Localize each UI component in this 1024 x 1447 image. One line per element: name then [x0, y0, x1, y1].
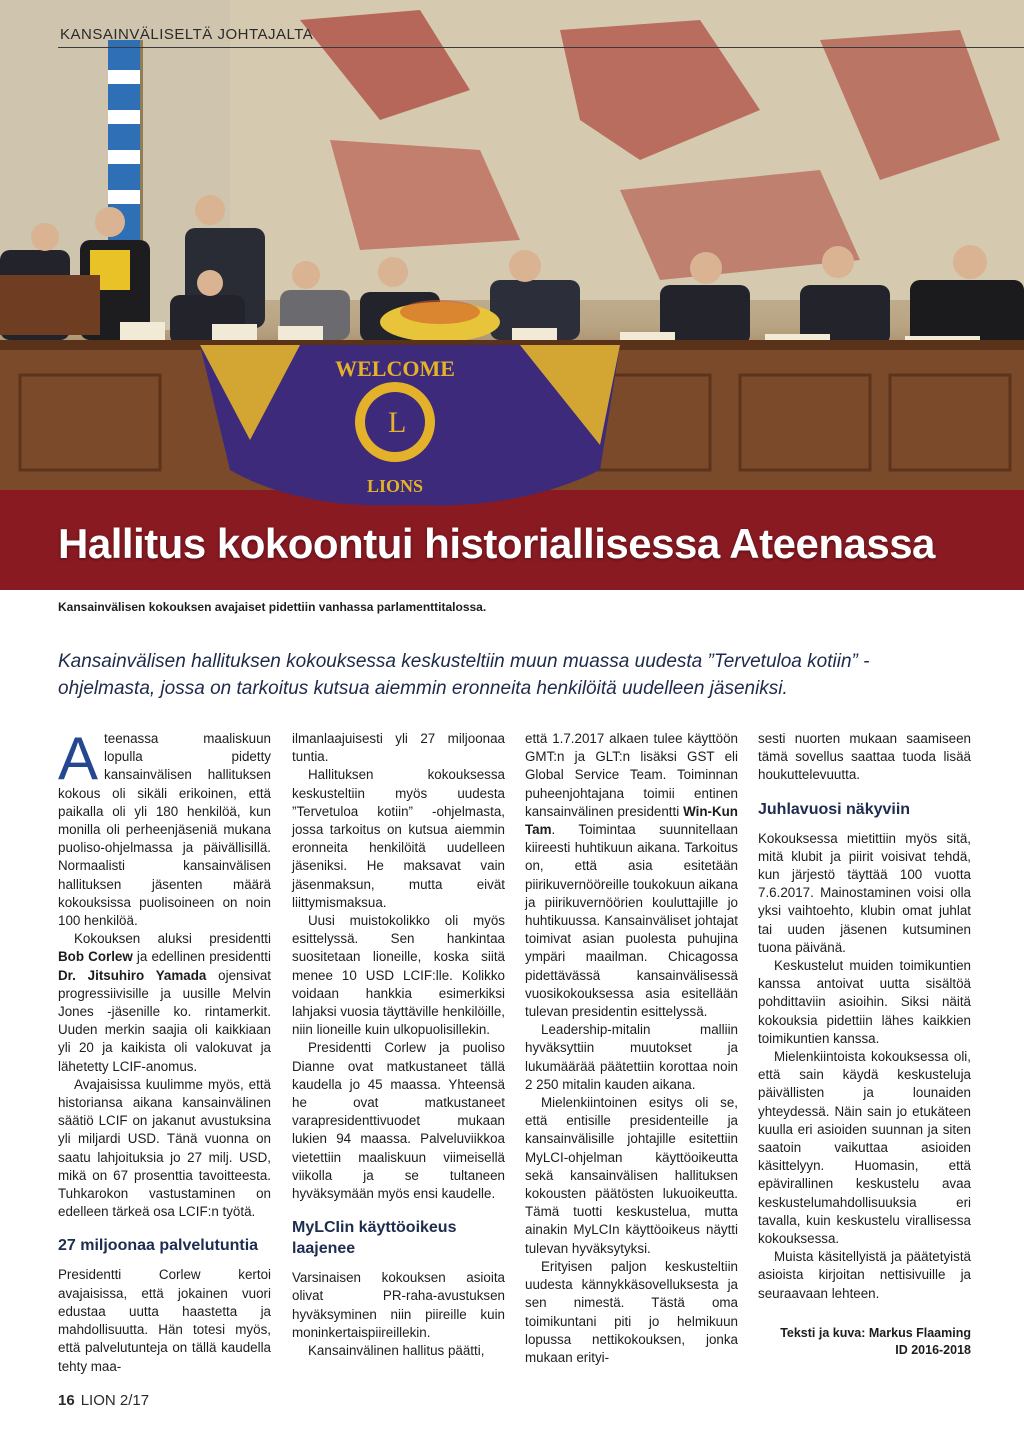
person-name: Dr. Jitsuhiro Yamada: [58, 967, 207, 983]
author-credit: Teksti ja kuva: Markus Flaaming ID 2016-2018: [780, 1325, 971, 1357]
subheading: Juhlavuosi näkyviin: [758, 800, 911, 818]
paragraph: Keskustelut muiden toimikuntien kanssa antoivat uutta sisältöä pohdittaviin asioihin. Siksi näitä kokouksia pidettiin lähes kaikkien toimikuntien kanssa.: [758, 958, 971, 1046]
subheading: 27 miljoonaa palvelutuntia: [58, 1237, 259, 1255]
person-name: Bob Corlew: [58, 949, 133, 965]
banner-lions-text: LIONS: [366, 476, 424, 496]
article-column-2: [292, 730, 505, 1360]
paragraph: Kansainvälinen hallitus päätti,: [308, 1343, 485, 1359]
subheading: MyLCIin käyttöoikeus laajenee: [292, 1219, 457, 1258]
paragraph: Avajaisissa kuulimme myös, että historiansa aikana kansainvälinen säätiö LCIF on jakanut avustuksina yli miljardi USD. Tänä vuonna on saatu lahjoituksia jo 27 milj. USD, mikä on 67 prosenttia tavoitteesta. Tuhkarokon vastustaminen on edelleen tärkeä osa LCIF:n työtä.: [58, 1076, 271, 1220]
article-column-1: [58, 725, 271, 1376]
lead-paragraph: Kansainvälisen hallituksen kokouksessa keskusteltiin muun muassa uudesta ”Tervetuloa kotiin” -ohjelmasta, jossa on tarkoitus kutsua aiemmin eronneita henkilöitä uudelleen jäseniksi.: [58, 651, 870, 699]
paragraph: Kokouksessa mietittiin myös sitä, mitä klubit ja piirit voisivat tehdä, kun järjestö täyttää 100 vuotta 7.6.2017. Mainostaminen voisi olla yksi vaihtoehto, klubin omat juhlat tai uuden jäsenen kutsuminen tuona päivänä.: [758, 830, 971, 955]
paragraph: Hallituksen kokouksessa keskusteltiin myös uudesta ”Tervetuloa kotiin” -ohjelmasta, jossa tarkoitus on kutsua aiemmin eronneita henkilöitä uudelleen jäseniksi. He maksavat vain jäsenmaksun, mutta eivät liittymismaksua.: [292, 767, 505, 910]
paragraph: Leadership-mitalin malliin hyväksyttiin muutokset ja lukumäärää päätettiin korottaa noin 2 250 mitalin kauden aikana.: [525, 1022, 738, 1092]
hero-photo: [0, 0, 1024, 590]
paragraph: Ateenassa maaliskuun lopulla pidetty kansainvälisen hallituksen kokous oli sikäli erikoinen, että paikalla oli yli 180 henkilöä, kun monilla oli perheenjäseniä mukana puoliso-ohjelmassa ja päivällisillä. Normaalisti kansainvälisen hallituksen jäsenten määrä kokouksissa puolisoineen on noin 100 henkilöä.: [58, 725, 271, 929]
section-label: KANSAINVÄLISELTÄ JOHTAJALTA: [60, 26, 314, 43]
paragraph: Mielenkiintoista kokouksessa oli, että sain käydä keskusteluja päivällisten ja lounaiden yhteydessä. Näin sain jo etukäteen kuulla eri asioiden suunnan ja siten saatoin vaikuttaa asioiden käsittelyyn. Huomasin, että epävirallinen keskustelu avaa keskustelumahdollisuuksia eri tavalla, kuin keskustelu virallisessa kokouksessa.: [758, 1049, 971, 1247]
section-divider: [58, 47, 1024, 48]
drop-cap: A: [58, 725, 99, 792]
paragraph: sesti nuorten mukaan saamiseen tämä sovellus saattaa tuoda lisää houkuttelevuutta.: [758, 731, 971, 783]
paragraph: Varsinaisen kokouksen asioita olivat PR-raha-avustuksen hyväksyminen niin piireille kuin moninkertaispiireillekin.: [292, 1270, 505, 1340]
paragraph: Muista käsitellyistä ja päätetyistä asioista kirjoitan nettisivuille ja seuraavaan lehteen.: [758, 1249, 971, 1301]
paragraph: ilmanlaajuisesti yli 27 miljoonaa tuntia.: [292, 731, 505, 765]
paragraph: Mielenkiintoinen esitys oli se, että entisille presidenteille ja kansainvälisille johtajille esitettiin MyLCI-ohjelman käyttöoikeutta sekä kansainvälisen hallituksen kokousten päätösten lukuoikeutta. Tämä tuotti keskustelua, mutta ainakin MyLCIn käyttöoikeus näytti tulevan hyväksytyksi.: [525, 1095, 738, 1256]
page-footer: [58, 1392, 149, 1409]
person-name: Win-Kun Tam: [525, 803, 738, 838]
paragraph: Kokouksen aluksi presidentti Bob Corlew ja edellinen presidentti Dr. Jitsuhiro Yamada ojensivat progressiivisille ja uusille Melvin Jones -jäsenille ko. rintamerkit. Uuden merkin saajia oli kaikkiaan yli 20 ja kaikista oli valokuvat ja lähetetty LCIF-anomus.: [58, 931, 271, 1074]
article-column-4: [758, 730, 971, 1359]
paragraph: Erityisen paljon keskusteltiin uudesta kännykkäsovelluksesta ja sen nimestä. Tästä oma toimikuntani piti jo helmikuun lopussa nettikokouksen, jonka mukaan erityi-: [525, 1258, 738, 1365]
svg-text:L: L: [388, 406, 407, 439]
paragraph: että 1.7.2017 alkaen tulee käyttöön GMT:n ja GLT:n lisäksi GST eli Global Service Team. Toiminnan puheenjohtajana toimii entinen kansainvälinen presidentti Win-Kun Tam. Toimintaa suunnitellaan kiireesti huhtikuun aikana. Tarkoitus on, että asia esitetään piirikuvernööreille toukokuun aikana ja piirikuvernöörien kouluttajille jo huhtikuussa. Kansainväliset johtajat toimivat asian puolesta puhujina ympäri maailman. Chicagossa pidettävässä kansainvälisessä vuosikokouksessa asia esitellään tulevan presidentin esittelyssä.: [525, 731, 738, 1020]
photo-caption: Kansainvälisen kokouksen avajaiset pidettiin vanhassa parlamenttitalossa.: [58, 600, 487, 614]
page-number: 16: [58, 1392, 75, 1409]
article-column-3: [525, 730, 738, 1367]
paragraph: Uusi muistokolikko oli myös esittelyssä. Sen hankintaa suositetaan lioneille, koska siitä menee 10 USD LCIF:lle. Kolikko voidaan hankkia esimerkiksi lahjaksi vuosia täyttäville henkilöille, niin lioneille kuin ulkopuolisillekin.: [292, 913, 505, 1038]
banner-welcome-text: WELCOME: [335, 356, 455, 381]
paragraph: Presidentti Corlew ja puoliso Dianne ovat matkustaneet tällä kaudella jo 45 maassa. Yhteensä he ovat matkustaneet varapresidenttivuodet mukaan lukien 94 maassa. Palveluviikkoa vietettiin maaliskuun viimeisellä viikolla ja se tultaneen hyväksymään myös ensi kaudelle.: [292, 1040, 505, 1202]
paragraph: Presidentti Corlew kertoi avajaisissa, että jokainen vuori edustaa uutta haastetta ja mahdollisuutta. Hän totesi myös, että palvelutunteja on tällä kaudella tehty maa-: [58, 1267, 271, 1374]
headline: Hallitus kokoontui historiallisessa Ateenassa: [58, 520, 935, 567]
magazine-issue: LION 2/17: [80, 1392, 150, 1409]
photo-illustration: [0, 0, 1024, 590]
